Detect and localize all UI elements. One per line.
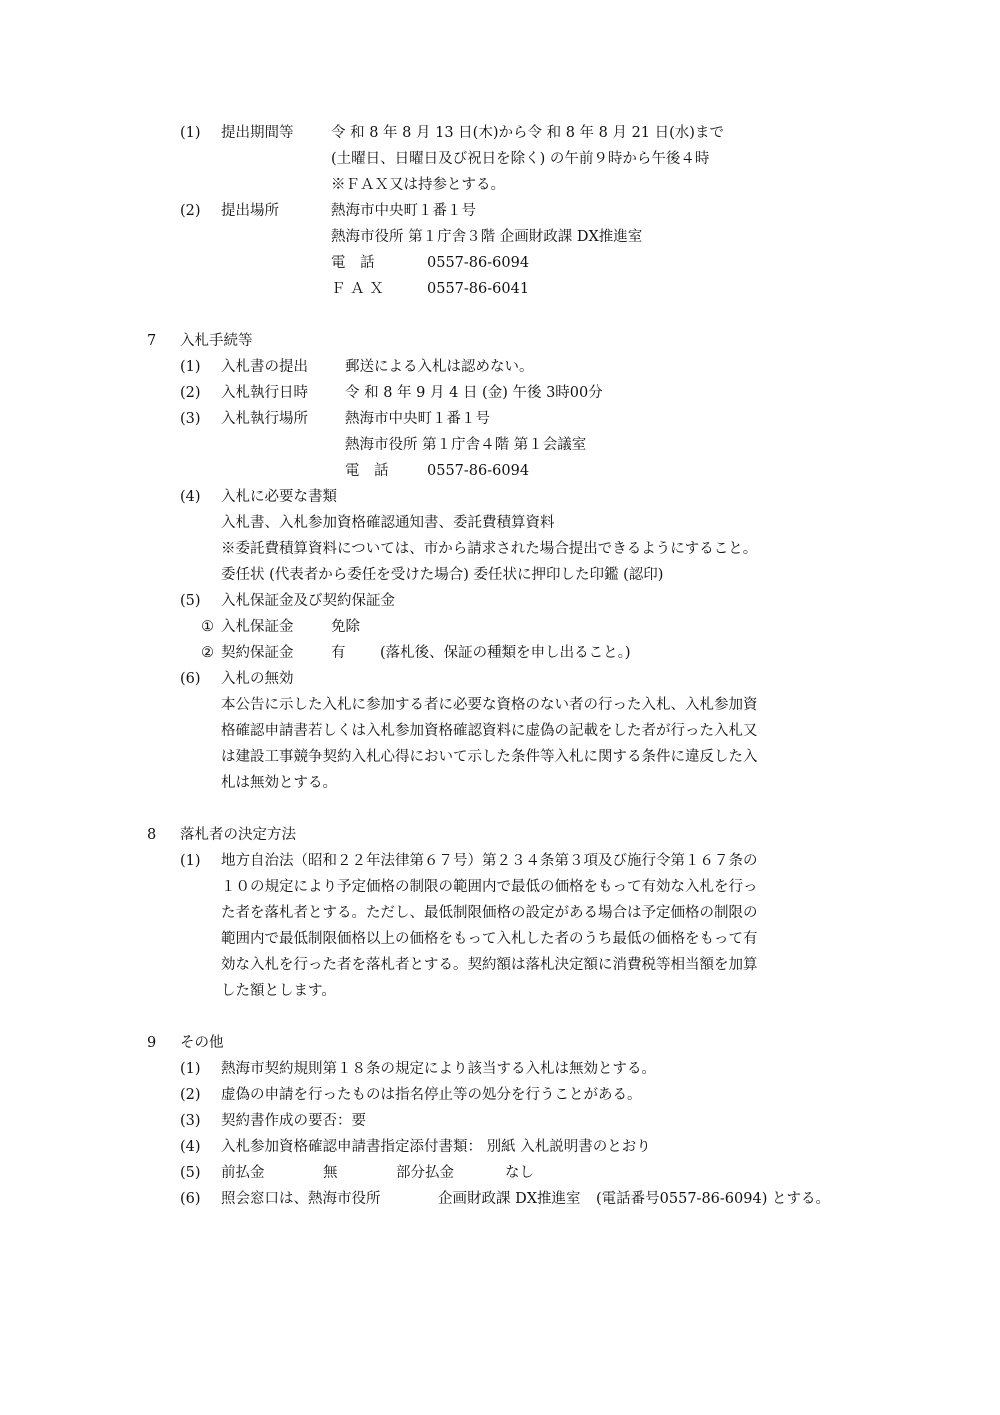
sub-item-note: (落札後、保証の種類を申し出ること。): [380, 645, 631, 661]
item-label: 入札に必要な書類: [221, 489, 337, 505]
item-label: 提出場所: [221, 203, 279, 219]
item-number: (5): [180, 593, 201, 609]
section-title: 落札者の決定方法: [180, 827, 296, 843]
item-number: (2): [180, 1087, 201, 1103]
tel-number: 0557-86-6094: [427, 255, 530, 271]
section-number: 9: [147, 1035, 157, 1051]
partial-payment-label: 部分払金: [396, 1165, 454, 1181]
paragraph-line: した額とします。: [221, 983, 336, 999]
inquiry-phone: (電話番号0557-86-6094) とする。: [596, 1191, 830, 1207]
item-text: 郵送による入札は認めない。: [345, 359, 534, 375]
bid-datetime: 令 和 8 年 9 月 4 日 (金) 午後 3時00分: [345, 385, 603, 401]
inquiry-office: 照会窓口は、熱海市役所: [221, 1191, 381, 1207]
required-documents: 入札書、入札参加資格確認通知書、委託費積算資料: [221, 515, 555, 531]
paragraph-line: 本公告に示した入札に参加する者に必要な資格のない者の行った入札、入札参加資: [221, 697, 758, 713]
item-label: 提出期間等: [221, 125, 294, 141]
submission-method-note: ※ＦＡＸ又は持参とする。: [331, 177, 505, 193]
paragraph-line: 効な入札を行った者を落札者とする。契約額は落札決定額に消費税等相当額を加算: [221, 957, 758, 973]
sub-item-value: 免除: [331, 619, 360, 635]
inquiry-department: 企画財政課 DX推進室: [438, 1191, 581, 1207]
sub-item-label: 入札保証金: [221, 619, 294, 635]
sub-item-value: 有: [331, 645, 346, 661]
tel-number: 0557-86-6094: [427, 463, 530, 479]
section-title: その他: [180, 1035, 224, 1051]
item-label: 入札の無効: [221, 671, 294, 687]
item-number: (2): [180, 203, 201, 219]
item-text: 虚偽の申請を行ったものは指名停止等の処分を行うことがある。: [221, 1087, 642, 1103]
item-number: (1): [180, 1061, 201, 1077]
item-label: 入札書の提出: [221, 359, 308, 375]
paragraph-line: １０の規定により予定価格の制限の範囲内で最低の価格をもって有効な入札を行っ: [221, 879, 758, 895]
paragraph-line: 地方自治法（昭和２２年法律第６７号）第２３４条第３項及び施行令第１６７条の: [221, 853, 758, 869]
fax-number: 0557-86-6041: [427, 281, 530, 297]
sub-item-mark: ②: [201, 645, 214, 661]
required-documents-note: ※委託費積算資料については、市から請求された場合提出できるようにすること。: [221, 541, 758, 557]
submission-hours: (土曜日、日曜日及び祝日を除く) の午前９時から午後４時: [331, 151, 710, 167]
tel-label: 電 話: [331, 255, 375, 271]
item-number: (1): [180, 853, 201, 869]
item-number: (2): [180, 385, 201, 401]
item-number: (3): [180, 411, 201, 427]
submission-period: 令 和 8 年 8 月 13 日(木)から令 和 8 年 8 月 21 日(水)まで: [331, 125, 724, 141]
item-label: 入札執行場所: [221, 411, 308, 427]
item-number: (3): [180, 1113, 201, 1129]
fax-label: Ｆ Ａ Ｘ: [331, 281, 384, 297]
sub-item-label: 契約保証金: [221, 645, 294, 661]
sub-item-mark: ①: [201, 619, 214, 635]
paragraph-line: 範囲内で最低制限価格以上の価格をもって入札した者のうち最低の価格をもって有: [221, 931, 758, 947]
item-number: (6): [180, 671, 201, 687]
submission-office: 熱海市役所 第１庁舎３階 企画財政課 DX推進室: [331, 229, 643, 245]
bid-address: 熱海市中央町１番１号: [345, 411, 490, 427]
partial-payment-value: なし: [505, 1165, 534, 1181]
section-number: 7: [147, 333, 157, 349]
paragraph-line: 札は無効とする。: [221, 775, 337, 791]
advance-payment-value: 無: [323, 1165, 338, 1181]
item-text: 契約書作成の要否：要: [221, 1113, 366, 1129]
tel-label: 電 話: [345, 463, 389, 479]
proxy-note: 委任状 (代表者から委任を受けた場合) 委任状に押印した印鑑 (認印): [221, 567, 664, 583]
item-number: (5): [180, 1165, 201, 1181]
item-label: 入札保証金及び契約保証金: [221, 593, 395, 609]
item-number: (4): [180, 489, 201, 505]
item-label: 入札執行日時: [221, 385, 308, 401]
item-number: (6): [180, 1191, 201, 1207]
item-number: (4): [180, 1139, 201, 1155]
submission-address: 熱海市中央町１番１号: [331, 203, 476, 219]
paragraph-line: た者を落札者とする。ただし、最低制限価格の設定がある場合は予定価格の制限の: [221, 905, 758, 921]
advance-payment-label: 前払金: [221, 1165, 265, 1181]
item-text: 入札参加資格確認申請書指定添付書類： 別紙 入札説明書のとおり: [221, 1139, 651, 1155]
paragraph-line: は建設工事競争契約入札心得において示した条件等入札に関する条件に違反した入: [221, 749, 758, 765]
bid-room: 熱海市役所 第１庁舎４階 第１会議室: [345, 437, 587, 453]
paragraph-line: 格確認申請書若しくは入札参加資格確認資料に虚偽の記載をした者が行った入札又: [221, 723, 758, 739]
section-number: 8: [147, 827, 157, 843]
item-number: (1): [180, 359, 201, 375]
item-text: 熱海市契約規則第１８条の規定により該当する入札は無効とする。: [221, 1061, 656, 1077]
item-number: (1): [180, 125, 201, 141]
section-title: 入札手続等: [180, 333, 253, 349]
